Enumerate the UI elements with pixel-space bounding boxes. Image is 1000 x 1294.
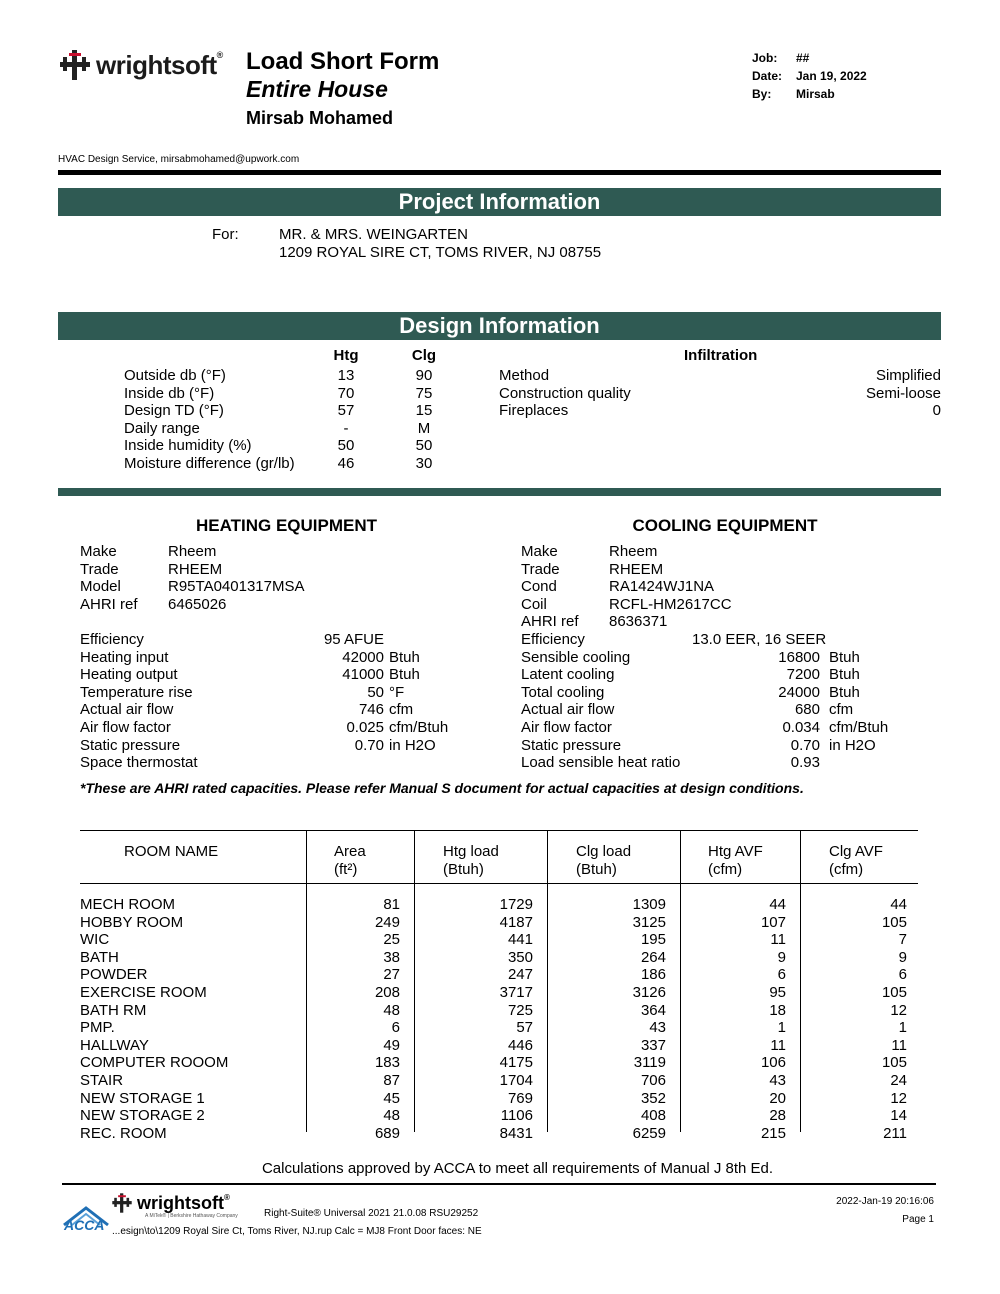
cooling-perf-value: 24000 bbox=[778, 683, 820, 701]
column-header: Clg AVF bbox=[829, 843, 883, 860]
room-value: 14 bbox=[890, 1107, 907, 1125]
design-row-htg: 50 bbox=[337, 437, 355, 455]
design-row-label: Outside db (°F) bbox=[124, 367, 226, 384]
room-value: 43 bbox=[769, 1072, 786, 1089]
cooling-perf-unit: Btuh bbox=[829, 648, 860, 666]
cooling-perf-unit: cfm bbox=[829, 701, 854, 719]
cooling-info-value: RCFL-HM2617CC bbox=[609, 595, 732, 613]
room-value: 408 bbox=[640, 1107, 666, 1125]
cooling-perf-unit: Btuh bbox=[829, 683, 860, 701]
cooling-info-label: AHRI ref bbox=[521, 613, 579, 631]
print-timestamp: 2022-Jan-19 20:16:06 bbox=[836, 1196, 934, 1207]
cooling-info-label: Coil bbox=[521, 595, 547, 613]
room-value: 352 bbox=[640, 1089, 666, 1107]
room-name: HOBBY ROOM bbox=[80, 913, 184, 931]
heating-perf-value: 0.70 bbox=[354, 736, 384, 754]
heating-info-value: R95TA0401317MSA bbox=[168, 578, 305, 596]
design-rule bbox=[58, 488, 941, 496]
room-name: HALLWAY bbox=[80, 1036, 149, 1054]
cooling-perf-value: 0.93 bbox=[790, 754, 820, 772]
cooling-perf-label: Air flow factor bbox=[521, 719, 612, 736]
cooling-perf-label: Sensible cooling bbox=[521, 648, 631, 666]
room-value: 3125 bbox=[632, 913, 666, 931]
cooling-perf-value: 680 bbox=[794, 701, 820, 719]
cooling-perf-label: Static pressure bbox=[521, 736, 622, 754]
cooling-info-value: RHEEM bbox=[609, 560, 664, 578]
col-divider bbox=[680, 830, 681, 1132]
design-row-clg: 50 bbox=[415, 437, 433, 455]
room-value: 28 bbox=[769, 1107, 786, 1125]
design-row-label: Design TD (°F) bbox=[124, 402, 224, 420]
room-value: 1106 bbox=[500, 1107, 533, 1125]
design-row-htg: 13 bbox=[337, 367, 355, 384]
room-value: 44 bbox=[769, 896, 786, 913]
room-value: 44 bbox=[890, 896, 907, 913]
room-value: 7 bbox=[898, 931, 907, 949]
heating-perf-label: Space thermostat bbox=[80, 754, 198, 772]
room-value: 24 bbox=[890, 1072, 907, 1089]
room-value: 3119 bbox=[633, 1054, 666, 1072]
service-line: HVAC Design Service, mirsabmohamed@upwork.com bbox=[58, 154, 300, 165]
room-name: STAIR bbox=[80, 1072, 124, 1089]
infiltration-header: Infiltration bbox=[684, 347, 758, 364]
heating-perf-unit: cfm/Btuh bbox=[389, 719, 449, 736]
column-header: Htg load bbox=[443, 843, 499, 860]
heating-perf-value: 50 bbox=[367, 683, 384, 701]
heating-perf-value: 95 AFUE bbox=[323, 631, 384, 648]
column-header: ROOM NAME bbox=[124, 843, 219, 860]
heating-info-value: Rheem bbox=[168, 543, 217, 560]
room-name: COMPUTER ROOOM bbox=[80, 1054, 229, 1072]
cooling-perf-label: Actual air flow bbox=[521, 701, 615, 719]
room-value: 12 bbox=[890, 1001, 907, 1019]
room-value: 49 bbox=[383, 1036, 400, 1054]
room-value: 249 bbox=[374, 913, 400, 931]
col-divider bbox=[547, 830, 548, 1132]
room-value: 105 bbox=[881, 1054, 907, 1072]
room-value: 18 bbox=[769, 1001, 786, 1019]
infiltration-label: Fireplaces bbox=[499, 402, 569, 420]
room-value: 9 bbox=[777, 948, 786, 966]
room-value: 6 bbox=[898, 966, 907, 984]
design-row-label: Inside db (°F) bbox=[124, 384, 215, 402]
table-top-rule bbox=[80, 830, 918, 831]
room-name: MECH ROOM bbox=[80, 896, 175, 913]
cooling-perf-value: 0.70 bbox=[790, 736, 820, 754]
cooling-info-value: RA1424WJ1NA bbox=[609, 578, 715, 596]
infiltration-label: Method bbox=[499, 367, 550, 384]
report-subtitle: Entire House bbox=[246, 76, 388, 102]
project-info-banner: Project Information bbox=[58, 188, 941, 216]
heating-perf-label: Static pressure bbox=[80, 736, 181, 754]
client-address: 1209 ROYAL SIRE CT, TOMS RIVER, NJ 08755 bbox=[279, 244, 602, 261]
room-value: 45 bbox=[383, 1089, 400, 1107]
file-path: ...esign\to\1209 Royal Sire Ct, Toms River, NJ.rup Calc = MJ8 Front Door faces: NE bbox=[112, 1226, 482, 1237]
room-value: 6259 bbox=[632, 1124, 666, 1142]
cooling-perf-label: Latent cooling bbox=[521, 666, 615, 684]
heating-perf-unit: Btuh bbox=[389, 648, 420, 666]
cooling-info-label: Make bbox=[521, 543, 558, 560]
room-value: 12 bbox=[890, 1089, 907, 1107]
column-header-unit: (cfm) bbox=[829, 861, 864, 878]
room-name: PMP. bbox=[80, 1019, 115, 1037]
room-value: 195 bbox=[640, 931, 666, 949]
heating-perf-label: Heating output bbox=[80, 666, 178, 684]
column-header-unit: (ft²) bbox=[334, 861, 358, 878]
heating-perf-label: Air flow factor bbox=[80, 719, 171, 736]
design-info-banner: Design Information bbox=[58, 312, 941, 340]
room-value: 1 bbox=[777, 1019, 786, 1037]
wrightsoft-mark-icon bbox=[110, 1192, 134, 1214]
cooling-info-label: Trade bbox=[521, 560, 560, 578]
column-header: Area bbox=[334, 843, 366, 860]
design-row-label: Daily range bbox=[124, 419, 200, 437]
room-value: 43 bbox=[649, 1019, 666, 1037]
heating-perf-unit: Btuh bbox=[389, 666, 420, 684]
room-value: 3126 bbox=[632, 984, 666, 1001]
room-value: 364 bbox=[640, 1001, 666, 1019]
room-name: NEW STORAGE 2 bbox=[80, 1107, 205, 1125]
room-value: 337 bbox=[640, 1036, 666, 1054]
column-header: Htg AVF bbox=[708, 843, 763, 860]
heating-info-value: RHEEM bbox=[168, 560, 223, 578]
infiltration-value: Semi-loose bbox=[865, 384, 941, 402]
room-value: 1 bbox=[898, 1019, 907, 1037]
room-value: 264 bbox=[640, 948, 666, 966]
column-header: Clg load bbox=[576, 843, 632, 860]
job-label: Job: bbox=[752, 51, 778, 65]
col-divider bbox=[414, 830, 415, 1132]
job-meta bbox=[752, 49, 867, 103]
ahri-note: *These are AHRI rated capacities. Please refer Manual S document for actual capacities at design conditions. bbox=[80, 780, 804, 796]
htg-header: Htg bbox=[333, 347, 359, 364]
design-row-clg: 15 bbox=[415, 402, 433, 420]
cooling-perf-label: Total cooling bbox=[521, 683, 605, 701]
room-name: WIC bbox=[80, 931, 110, 949]
heating-info-label: Trade bbox=[80, 560, 119, 578]
room-value: 3717 bbox=[499, 984, 533, 1001]
room-value: 57 bbox=[516, 1019, 533, 1037]
room-value: 446 bbox=[507, 1036, 533, 1054]
date-value: Jan 19, 2022 bbox=[796, 69, 867, 83]
date-label: Date: bbox=[752, 69, 783, 83]
wrightsoft-mark-icon bbox=[58, 48, 92, 82]
footer-rule bbox=[62, 1183, 936, 1185]
room-value: 87 bbox=[383, 1072, 400, 1089]
heating-perf-unit: in H2O bbox=[389, 736, 436, 754]
heating-perf-label: Efficiency bbox=[80, 631, 144, 648]
heating-perf-label: Actual air flow bbox=[80, 701, 174, 719]
heating-info-label: Model bbox=[80, 578, 121, 596]
heating-equipment-title: HEATING EQUIPMENT bbox=[195, 516, 378, 535]
footer-wordmark: wrightsoft® bbox=[137, 1192, 230, 1213]
infiltration-label: Construction quality bbox=[499, 384, 631, 402]
footer-wrightsoft-logo bbox=[110, 1192, 230, 1214]
cooling-perf-unit: cfm/Btuh bbox=[829, 719, 889, 736]
heating-perf-value: 746 bbox=[358, 701, 384, 719]
cooling-info-label: Cond bbox=[521, 578, 557, 596]
column-header-unit: (cfm) bbox=[708, 861, 743, 878]
cooling-perf-value: 0.034 bbox=[782, 719, 820, 736]
heating-info-value: 6465026 bbox=[168, 595, 227, 613]
room-value: 208 bbox=[374, 984, 400, 1001]
room-value: 4187 bbox=[499, 913, 533, 931]
acca-statement: Calculations approved by ACCA to meet all requirements of Manual J 8th Ed. bbox=[261, 1160, 774, 1177]
room-value: 105 bbox=[881, 984, 907, 1001]
room-name: BATH RM bbox=[80, 1001, 147, 1019]
table-header-rule bbox=[80, 883, 918, 884]
job-value: ## bbox=[796, 51, 810, 65]
room-value: 81 bbox=[383, 896, 400, 913]
design-row-label: Moisture difference (gr/lb) bbox=[124, 455, 295, 472]
wrightsoft-logo bbox=[58, 48, 223, 82]
wrightsoft-wordmark: wrightsoft® bbox=[96, 49, 223, 80]
heating-perf-unit: °F bbox=[389, 683, 405, 701]
heating-perf-label: Temperature rise bbox=[80, 683, 193, 701]
heating-perf-value: 0.025 bbox=[346, 719, 384, 736]
design-row-htg: - bbox=[343, 419, 349, 437]
report-title: Load Short Form bbox=[246, 48, 440, 75]
cooling-perf-value: 16800 bbox=[778, 648, 820, 666]
cooling-perf-label: Load sensible heat ratio bbox=[521, 754, 681, 772]
col-divider bbox=[800, 830, 801, 1132]
room-value: 11 bbox=[770, 931, 786, 949]
infiltration-value: Simplified bbox=[875, 367, 941, 384]
design-row-clg: 75 bbox=[415, 384, 433, 402]
room-value: 1704 bbox=[499, 1072, 533, 1089]
design-row-clg: M bbox=[417, 419, 431, 437]
room-name: REC. ROOM bbox=[80, 1124, 167, 1142]
room-value: 1309 bbox=[632, 896, 666, 913]
room-value: 8431 bbox=[499, 1124, 533, 1142]
heating-perf-label: Heating input bbox=[80, 648, 169, 666]
header-rule bbox=[58, 170, 941, 175]
client-name: MR. & MRS. WEINGARTEN bbox=[279, 226, 468, 243]
room-value: 1729 bbox=[499, 896, 533, 913]
cooling-info-value: Rheem bbox=[609, 543, 658, 560]
room-value: 48 bbox=[383, 1107, 400, 1125]
room-value: 20 bbox=[769, 1089, 786, 1107]
heating-perf-value: 41000 bbox=[342, 666, 384, 684]
cooling-perf-unit: Btuh bbox=[829, 666, 860, 684]
clg-header: Clg bbox=[411, 347, 437, 364]
heating-perf-unit: cfm bbox=[389, 701, 414, 719]
design-row-htg: 46 bbox=[337, 455, 355, 472]
footer-brand-sub: A MiTek® | Berkshire Hathaway Company bbox=[145, 1213, 238, 1219]
room-name: BATH bbox=[80, 948, 119, 966]
room-value: 215 bbox=[760, 1124, 786, 1142]
design-row-htg: 70 bbox=[337, 384, 355, 402]
design-row-clg: 30 bbox=[415, 455, 433, 472]
room-value: 107 bbox=[760, 913, 786, 931]
room-value: 27 bbox=[383, 966, 400, 984]
heating-info-label: Make bbox=[80, 543, 117, 560]
by-value: Mirsab bbox=[796, 87, 835, 101]
room-value: 183 bbox=[374, 1054, 400, 1072]
cooling-equipment-title: COOLING EQUIPMENT bbox=[632, 516, 818, 535]
column-header-unit: (Btuh) bbox=[443, 861, 484, 878]
page-number: Page 1 bbox=[902, 1214, 934, 1225]
column-header-unit: (Btuh) bbox=[576, 861, 617, 878]
cooling-perf-label: Efficiency bbox=[521, 631, 585, 648]
room-value: 11 bbox=[891, 1036, 907, 1054]
software-version: Right-Suite® Universal 2021 21.0.08 RSU29252 bbox=[264, 1208, 479, 1219]
design-row-clg: 90 bbox=[415, 367, 433, 384]
room-value: 6 bbox=[391, 1019, 400, 1037]
room-value: 769 bbox=[507, 1089, 533, 1107]
for-label: For: bbox=[212, 226, 239, 243]
room-value: 706 bbox=[640, 1072, 666, 1089]
infiltration-value: 0 bbox=[932, 402, 941, 420]
cooling-perf-unit: in H2O bbox=[829, 736, 876, 754]
room-value: 95 bbox=[769, 984, 786, 1001]
room-value: 725 bbox=[507, 1001, 533, 1019]
room-value: 247 bbox=[507, 966, 533, 984]
heating-perf-value: 42000 bbox=[342, 648, 384, 666]
design-row-label: Inside humidity (%) bbox=[124, 437, 252, 455]
room-value: 106 bbox=[760, 1054, 786, 1072]
report-author: Mirsab Mohamed bbox=[246, 108, 394, 128]
room-value: 105 bbox=[881, 913, 907, 931]
room-value: 441 bbox=[507, 931, 533, 949]
room-value: 48 bbox=[383, 1001, 400, 1019]
room-name: EXERCISE ROOM bbox=[80, 984, 207, 1001]
room-value: 38 bbox=[383, 948, 400, 966]
room-name: POWDER bbox=[80, 966, 148, 984]
room-value: 9 bbox=[898, 948, 907, 966]
cooling-info-value: 8636371 bbox=[609, 613, 668, 631]
room-value: 211 bbox=[883, 1124, 907, 1142]
acca-logo-text: ACCA bbox=[64, 1217, 105, 1233]
cooling-perf-value: 13.0 EER, 16 SEER bbox=[692, 631, 827, 648]
room-value: 4175 bbox=[499, 1054, 533, 1072]
heating-info-label: AHRI ref bbox=[80, 595, 138, 613]
by-label: By: bbox=[752, 87, 772, 101]
room-value: 11 bbox=[770, 1036, 786, 1054]
room-value: 689 bbox=[374, 1124, 400, 1142]
room-value: 186 bbox=[640, 966, 666, 984]
acca-logo bbox=[62, 1205, 110, 1237]
room-value: 25 bbox=[383, 931, 400, 949]
room-value: 6 bbox=[777, 966, 786, 984]
room-name: NEW STORAGE 1 bbox=[80, 1089, 205, 1107]
design-row-htg: 57 bbox=[337, 402, 355, 420]
cooling-perf-value: 7200 bbox=[786, 666, 820, 684]
room-value: 350 bbox=[507, 948, 533, 966]
